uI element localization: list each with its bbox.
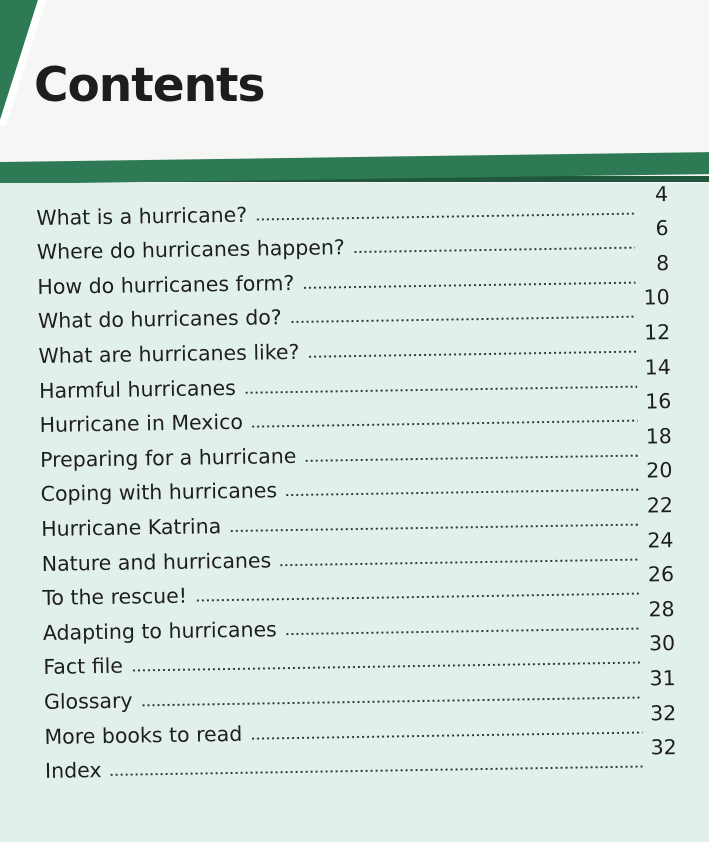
toc-entry-page-number: 6 [655, 216, 669, 241]
toc-entry-title: Hurricane Katrina [41, 514, 222, 541]
page-title: Contents [34, 58, 265, 113]
dot-leader [110, 766, 644, 776]
toc-entry-title: Glossary [43, 688, 133, 714]
table-of-contents [36, 181, 677, 784]
dot-leader [285, 627, 641, 635]
toc-entry-page-number: 14 [644, 354, 671, 380]
toc-entry-page-number: 32 [650, 735, 677, 760]
toc-entry-title: Harmful hurricanes [38, 375, 236, 403]
toc-entry-page-number: 31 [649, 665, 676, 691]
dot-leader [290, 316, 636, 323]
toc-entry-title: To the rescue! [42, 583, 188, 611]
dot-leader [250, 731, 642, 739]
dot-leader [255, 212, 634, 220]
toc-entry-page-number: 28 [648, 596, 675, 622]
toc-entry-page-number: 10 [643, 285, 670, 310]
header-area [0, 0, 709, 172]
toc-entry-page-number: 26 [647, 562, 675, 587]
dot-leader [195, 593, 640, 602]
toc-entry-page-number: 30 [648, 631, 676, 656]
toc-entry-page-number: 8 [655, 250, 670, 276]
toc-entry-title: What do hurricanes do? [37, 305, 282, 334]
toc-entry-page-number: 4 [654, 181, 669, 206]
toc-entry-title: What is a hurricane? [36, 202, 248, 230]
dot-leader [251, 420, 638, 428]
toc-entry-title: Fact file [43, 654, 124, 680]
toc-entry-page-number: 22 [646, 492, 674, 518]
toc-entry-title: Nature and hurricanes [41, 547, 272, 576]
toc-entry-title: Where do hurricanes happen? [36, 235, 345, 265]
toc-entry-page-number: 24 [647, 527, 674, 552]
dot-leader [244, 385, 637, 393]
toc-entry-title: Index [44, 758, 102, 784]
toc-entry-page-number: 32 [649, 700, 677, 725]
dot-leader [304, 454, 638, 461]
toc-entry-title: Preparing for a hurricane [39, 443, 297, 472]
dot-leader [229, 524, 639, 532]
dot-leader [353, 247, 635, 253]
toc-entry-title: What are hurricanes like? [38, 339, 300, 368]
dot-leader [279, 558, 640, 566]
dot-leader [302, 281, 635, 288]
toc-entry-title: Hurricane in Mexico [39, 409, 244, 438]
toc-entry-page-number: 16 [645, 389, 672, 414]
toc-entry-title: Coping with hurricanes [40, 478, 278, 507]
toc-entry-page-number: 20 [646, 458, 673, 483]
dot-leader [307, 351, 636, 358]
toc-entry-page-number: 18 [645, 423, 673, 449]
toc-entry-page-number: 12 [643, 320, 671, 345]
toc-entry-title: How do hurricanes form? [37, 270, 295, 299]
dot-leader [285, 489, 639, 497]
toc-entry-title: Adapting to hurricanes [42, 616, 277, 645]
toc-entry-title: More books to read [44, 721, 243, 749]
